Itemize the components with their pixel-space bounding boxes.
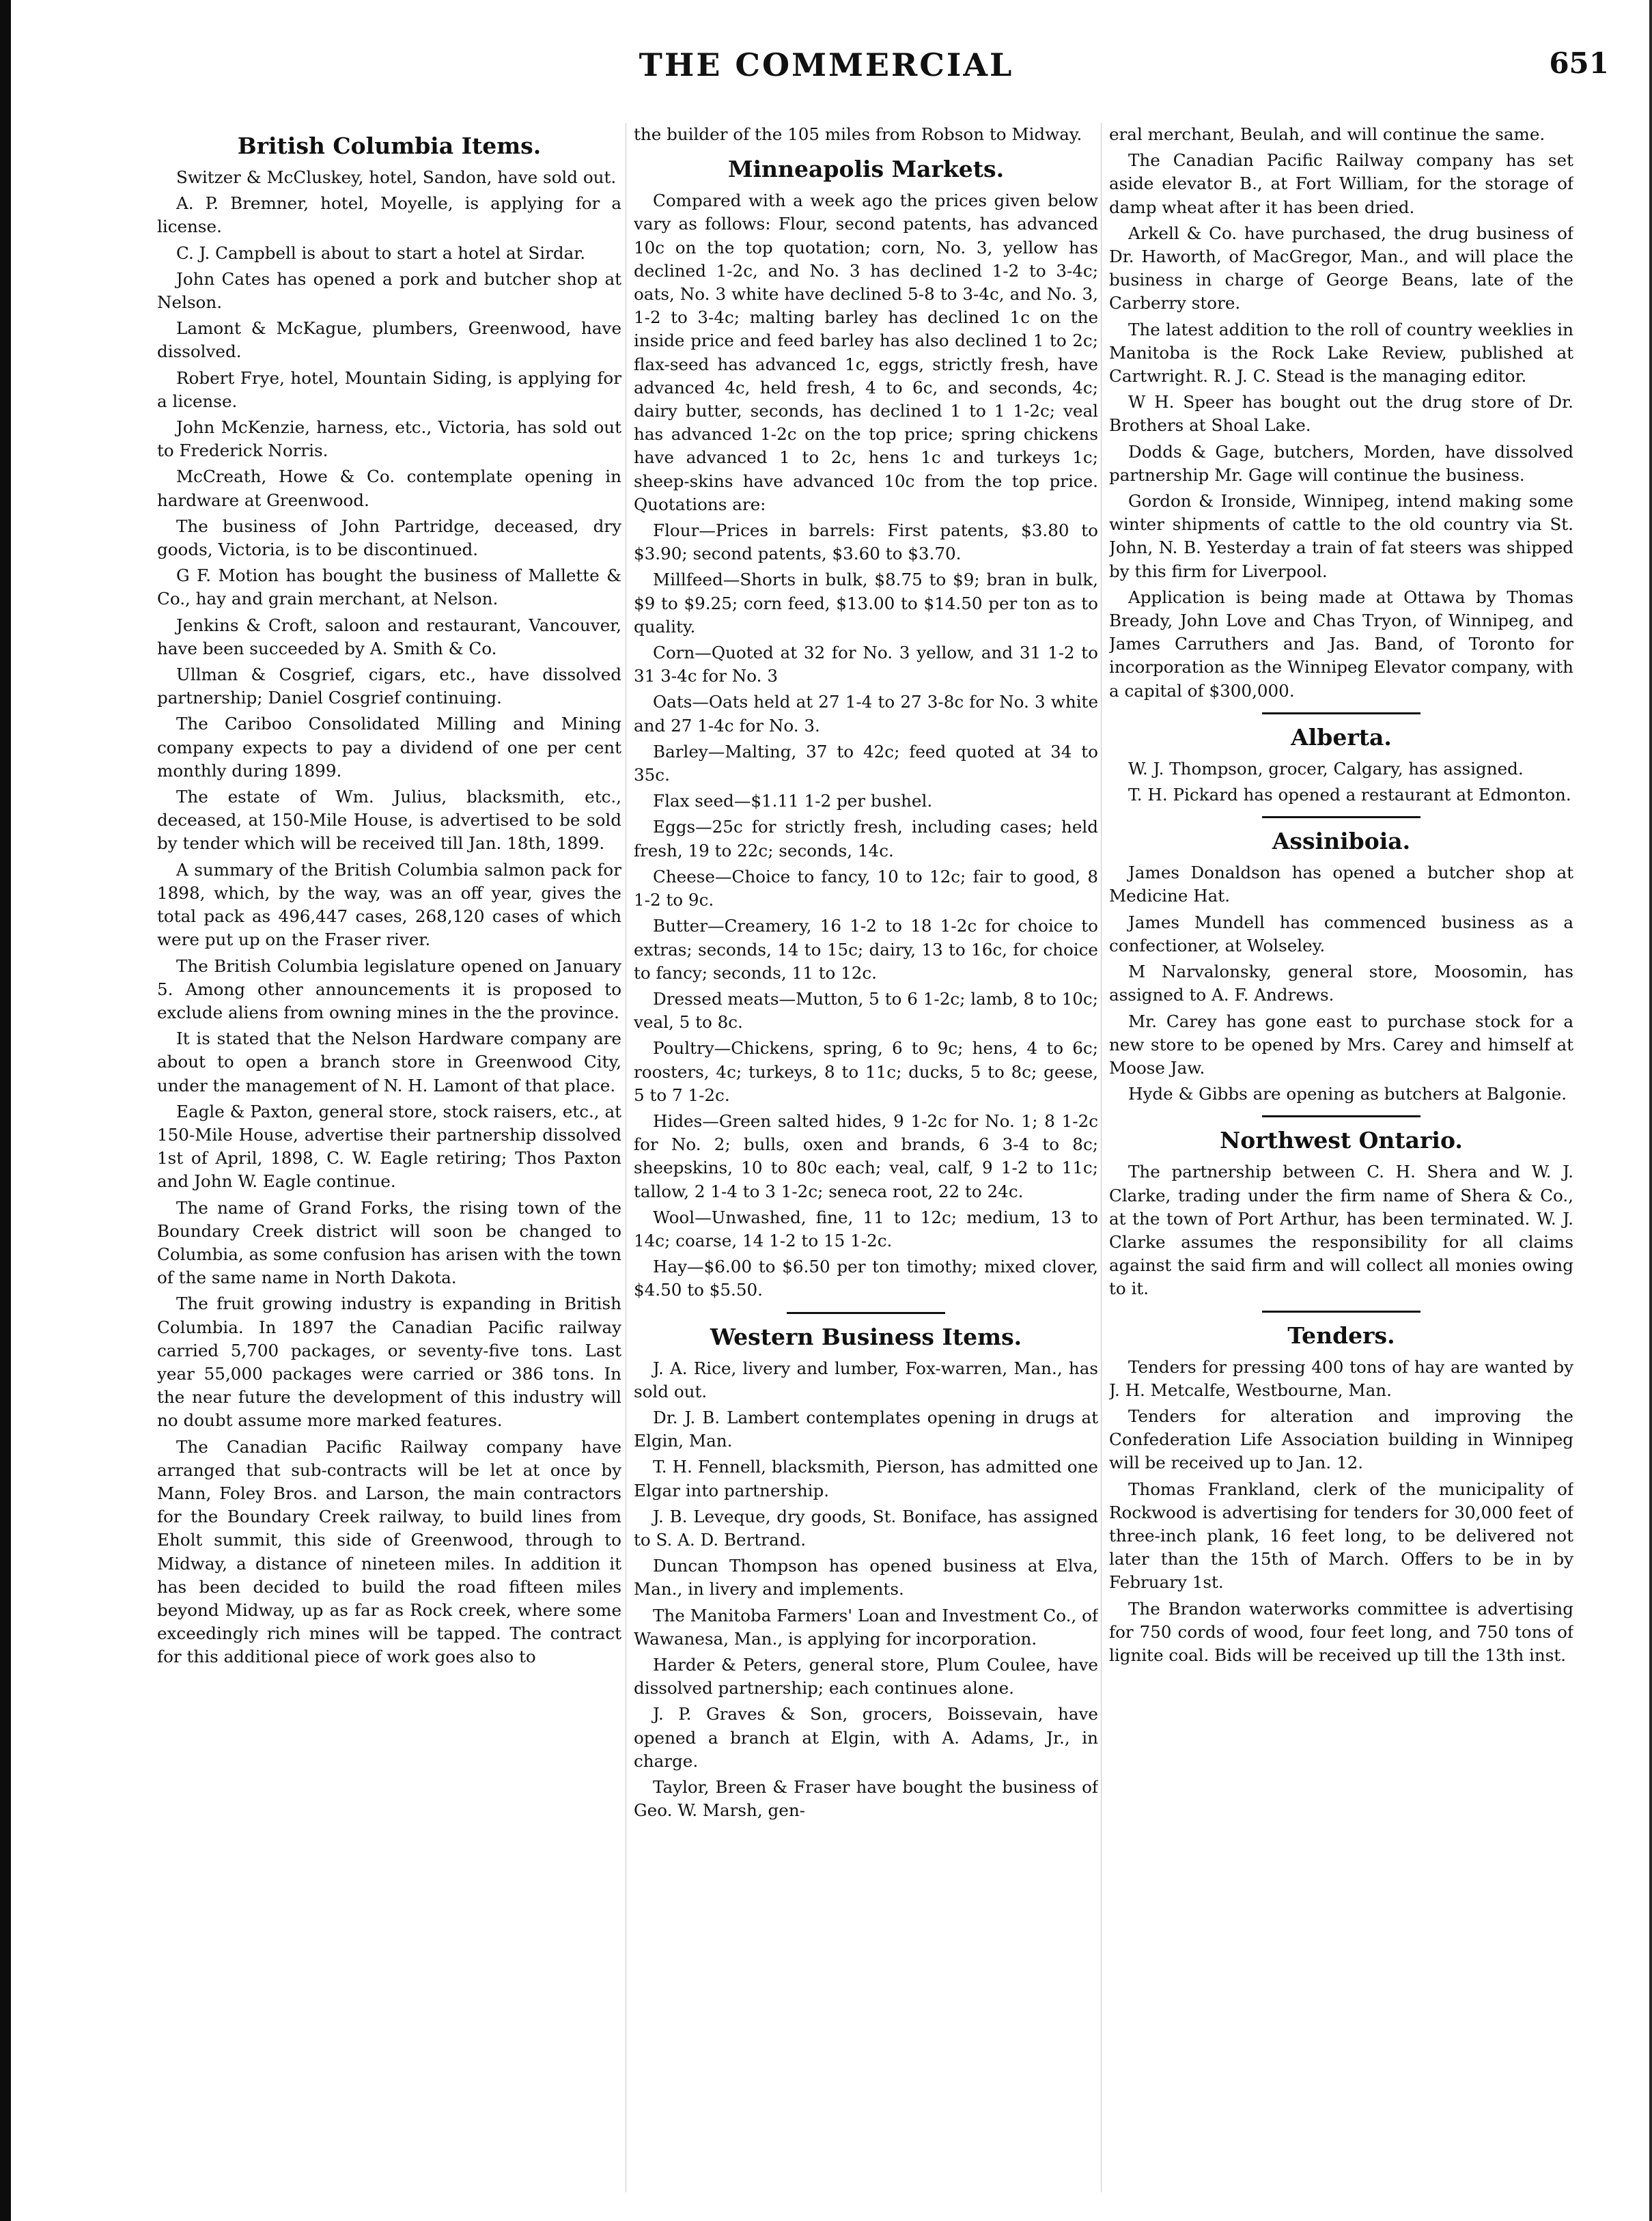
news-item: Thomas Frankland, clerk of the municipality of Rockwood is advertising for tenders for 30,000 feet of three-inch plank, 16 feet long, to be delivered not later than the 15th of March. Offers to be in by February 1st. [1109, 1479, 1573, 1593]
section-heading-northwest-ontario: Northwest Ontario. [1220, 1127, 1463, 1154]
column-2 [634, 123, 1098, 2192]
news-item: A. P. Bremner, hotel, Moyelle, is applying for a license. [157, 193, 621, 237]
news-item: The Manitoba Farmers' Loan and Investment Co., of Wawanesa, Man., is applying for incorporation. [634, 1605, 1098, 1649]
minneapolis-markets [634, 189, 1098, 1302]
market-item: Compared with a week ago the prices given below vary as follows: Flour, second patents, has advanced 10c on the top quotation; corn, No. 3, yellow has declined 1-2c, and No. 3 has declined 1-2 to 3-4c; oats, No. 3 white have declined 5-8 to 3-4c, and No. 3, 1-2 to 3-4c; malting barley has declined 1c on the inside price and feed barley has also declined 1 to 2c; flax-seed has advanced 1c, eggs, strictly fresh, have advanced 4c, held fresh, 4 to 6c, and seconds, 4c; dairy butter, seconds, has declined 1 to 1 1-2c; veal has advanced 1-2c on the top price; spring chickens have advanced 1 to 2c, hens 1c and turkeys 1c; sheep-skins have advanced 10c from the top price. Quotations are: [634, 191, 1098, 514]
scan-edge-left [0, 0, 11, 2221]
masthead [27, 46, 1625, 101]
news-item: The business of John Partridge, deceased, dry goods, Victoria, is to be discontinued. [157, 516, 621, 560]
column-1 [157, 123, 621, 2192]
section-heading-alberta: Alberta. [1291, 723, 1392, 751]
market-item: Barley—Malting, 37 to 42c; feed quoted at 34 to 35c. [634, 741, 1098, 785]
news-item: James Mundell has commenced business as a confectioner, at Wolseley. [1109, 912, 1573, 955]
news-item: Taylor, Breen & Fraser have bought the business of Geo. W. Marsh, gen- [634, 1777, 1098, 1821]
manitoba-items [1109, 149, 1573, 703]
market-item: Corn—Quoted at 32 for No. 3 yellow, and 31 1-2 to 31 3-4c for No. 3 [634, 643, 1098, 686]
column-3 [1109, 123, 1573, 2192]
news-item: T. H. Fennell, blacksmith, Pierson, has admitted one Elgar into partnership. [634, 1457, 1098, 1500]
publication-title: THE COMMERCIAL [639, 46, 1014, 83]
continued-text: eral merchant, Beulah, and will continue the same. [1109, 124, 1545, 144]
news-item: Harder & Peters, general store, Plum Coulee, have dissolved partnership; each continues alone. [634, 1654, 1098, 1699]
news-item: Mr. Carey has gone east to purchase stock for a new store to be opened by Mrs. Carey and himself at Moose Jaw. [1109, 1011, 1573, 1078]
news-item: John McKenzie, harness, etc., Victoria, has sold out to Frederick Norris. [157, 417, 621, 461]
section-rule [787, 1312, 944, 1314]
market-item: Hay—$6.00 to $6.50 per ton timothy; mixed clover, $4.50 to $5.50. [634, 1257, 1098, 1300]
news-item: J. B. Leveque, dry goods, St. Boniface, has assigned to S. A. D. Bertrand. [634, 1506, 1098, 1550]
continued-text: the builder of the 105 miles from Robson to Midway. [634, 124, 1082, 144]
news-item: Ullman & Cosgrief, cigars, etc., have dissolved partnership; Daniel Cosgrief continuing. [157, 665, 621, 708]
news-item: J. A. Rice, livery and lumber, Fox-warren, Man., has sold out. [634, 1358, 1098, 1401]
news-item: The Brandon waterworks committee is advertising for 750 cords of wood, four feet long, and 750 tons of lignite coal. Bids will be received up till the 13th inst. [1109, 1598, 1573, 1665]
news-item: C. J. Campbell is about to start a hotel at Sirdar. [176, 242, 586, 263]
news-item: The partnership between C. H. Shera and W. J. Clarke, trading under the firm name of Shera & Co., at the town of Port Arthur, has been terminated. W. J. Clarke assumes the responsibility for all claims against the said firm and will collect all monies owing to it. [1109, 1162, 1573, 1299]
section-heading-western-business: Western Business Items. [710, 1323, 1022, 1350]
news-item: Robert Frye, hotel, Mountain Siding, is applying for a license. [157, 367, 621, 411]
news-item: It is stated that the Nelson Hardware company are about to open a branch store in Greenwood City, under the management of N. H. Lamont of that place. [157, 1029, 621, 1095]
market-item: Cheese—Choice to fancy, 10 to 12c; fair to good, 8 1-2 to 9c. [634, 866, 1098, 910]
market-item: Flour—Prices in barrels: First patents, $3.80 to $3.90; second patents, $3.60 to $3.70. [634, 520, 1098, 564]
news-item: Gordon & Ironside, Winnipeg, intend making some winter shipments of cattle to the old country via St. John, N. B. Yesterday a train of fat steers was shipped by this firm for Liverpool. [1109, 491, 1573, 581]
news-item: Lamont & McKague, plumbers, Greenwood, have dissolved. [157, 318, 621, 362]
section-rule [1262, 1311, 1420, 1313]
news-item: The fruit growing industry is expanding in British Columbia. In 1897 the Canadian Pacific railway carried 5,700 packages, or seventy-five tons. Last year 55,000 packages were carried or 386 tons. In the near future the development of this industry will no doubt assume more marked features. [157, 1294, 621, 1431]
news-item: Arkell & Co. have purchased, the drug business of Dr. Haworth, of MacGregor, Man., and will place the business in charge of George Beans, late of the Carberry store. [1109, 223, 1573, 313]
section-heading-british-columbia: British Columbia Items. [237, 132, 542, 159]
market-item: Butter—Creamery, 16 1-2 to 18 1-2c for choice to extras; seconds, 14 to 15c; dairy, 13 to 16c, for choice to fancy; seconds, 11 to 12c. [634, 916, 1098, 983]
market-item: Poultry—Chickens, spring, 6 to 9c; hens, 4 to 6c; roosters, 4c; turkeys, 8 to 11c; ducks, 5 to 8c; geese, 5 to 7 1-2c. [634, 1038, 1098, 1105]
market-item: Dressed meats—Mutton, 5 to 6 1-2c; lamb, 8 to 10c; veal, 5 to 8c. [634, 988, 1098, 1033]
market-item: Eggs—25c for strictly fresh, including cases; held fresh, 19 to 22c; seconds, 14c. [634, 817, 1098, 861]
news-item: The Cariboo Consolidated Milling and Mining company expects to pay a dividend of one per cent monthly during 1899. [157, 714, 621, 781]
news-item: T. H. Pickard has opened a restaurant at Edmonton. [1128, 785, 1571, 805]
news-item: A summary of the British Columbia salmon pack for 1898, which, by the way, was an off year, gives the total pack as 496,447 cases, 268,120 cases of which were put up on the Fraser river. [157, 859, 621, 950]
news-item: The estate of Wm. Julius, blacksmith, etc., deceased, at 150-Mile House, is advertised to be sold by tender which will be received till Jan. 18th, 1899. [157, 787, 621, 854]
news-item: Switzer & McCluskey, hotel, Sandon, have sold out. [176, 167, 617, 187]
news-item: Duncan Thompson has opened business at Elva, Man., in livery and implements. [634, 1556, 1098, 1600]
news-item: W. J. Thompson, grocer, Calgary, has assigned. [1128, 758, 1524, 779]
market-item: Oats—Oats held at 27 1-4 to 27 3-8c for No. 3 white and 27 1-4c for No. 3. [634, 692, 1098, 736]
section-heading-assiniboia: Assiniboia. [1272, 828, 1411, 855]
section-rule [1262, 1115, 1420, 1117]
scan-edge-right [1649, 0, 1652, 2221]
news-item: W H. Speer has bought out the drug store of Dr. Brothers at Shoal Lake. [1109, 392, 1573, 436]
market-item: Hides—Green salted hides, 9 1-2c for No. 1; 8 1-2c for No. 2; bulls, oxen and brands, 6 3-4 to 8c; sheepskins, 10 to 80c each; veal, calf, 9 1-2 to 11c; tallow, 2 1-4 to 3 1-2c; seneca root, 22 to 24c. [634, 1110, 1098, 1201]
news-item: Tenders for alteration and improving the Confederation Life Association building in Winnipeg will be received up to Jan. 12. [1109, 1406, 1573, 1473]
news-item: Application is being made at Ottawa by Thomas Bready, John Love and Chas Tryon, of Winnipeg, and James Carruthers and Jas. Band, of Toronto for incorporation as the Winnipeg Elevator company, with a capital of $300,000. [1109, 587, 1573, 701]
news-item: The latest addition to the roll of country weeklies in Manitoba is the Rock Lake Review, published at Cartwright. R. J. C. Stead is the managing editor. [1109, 319, 1573, 387]
western-business-items [634, 1357, 1098, 1823]
section-rule [1262, 816, 1420, 818]
news-item: Hyde & Gibbs are opening as butchers at Balgonie. [1128, 1084, 1567, 1104]
news-item: James Donaldson has opened a butcher shop at Medicine Hat. [1109, 863, 1573, 906]
news-item: The Canadian Pacific Railway company have arranged that sub-contracts will be let at once by Mann, Foley Bros. and Larson, the main contractors for the Boundary Creek railway, to build lines from Eholt summit, this side of Greenwood, through to Midway, a distance of nineteen miles. In addition it has been decided to build the road fifteen miles beyond Midway, up as far as Rock creek, where some exceedingly rich mines will be tapped. The contract for this additional piece of work goes also to [157, 1436, 621, 1667]
column-divider [1101, 123, 1102, 2192]
news-item: Dodds & Gage, butchers, Morden, have dissolved partnership Mr. Gage will continue the business. [1109, 441, 1573, 485]
section-heading-tenders: Tenders. [1287, 1322, 1395, 1349]
news-item: M Narvalonsky, general store, Moosomin, has assigned to A. F. Andrews. [1109, 962, 1573, 1005]
news-item: The British Columbia legislature opened on January 5. Among other announcements it is proposed to exclude aliens from owning mines in the the province. [157, 955, 621, 1022]
news-item: J. P. Graves & Son, grocers, Boissevain, have opened a branch at Elgin, with A. Adams, Jr., in charge. [634, 1704, 1098, 1771]
news-item: Dr. J. B. Lambert contemplates opening in drugs at Elgin, Man. [634, 1407, 1098, 1451]
news-item: McCreath, Howe & Co. contemplate opening in hardware at Greenwood. [157, 466, 621, 510]
page-number: 651 [1549, 46, 1609, 80]
news-item: Eagle & Paxton, general store, stock raisers, etc., at 150-Mile House, advertise their partnership dissolved 1st of April, 1898, C. W. Eagle retiring; Thos Paxton and John W. Eagle continue. [157, 1101, 621, 1192]
news-item: The Canadian Pacific Railway company has set aside elevator B., at Fort William, for the storage of damp wheat after it has been dried. [1109, 150, 1573, 217]
news-item: G F. Motion has bought the business of Mallette & Co., hay and grain merchant, at Nelson. [157, 565, 621, 609]
news-item: Jenkins & Croft, saloon and restaurant, Vancouver, have been succeeded by A. Smith & Co. [157, 615, 621, 658]
section-rule [1262, 712, 1420, 714]
news-item: The name of Grand Forks, the rising town of the Boundary Creek district will soon be changed to Columbia, as some confusion has arisen with the town of the same name in North Dakota. [157, 1197, 621, 1288]
market-item: Flax seed—$1.11 1-2 per bushel. [653, 791, 933, 811]
news-item: Tenders for pressing 400 tons of hay are wanted by J. H. Metcalfe, Westbourne, Man. [1109, 1356, 1573, 1400]
market-item: Millfeed—Shorts in bulk, $8.75 to $9; bran in bulk, $9 to $9.25; corn feed, $13.00 to $14.50 per ton as to quality. [634, 570, 1098, 637]
news-item: John Cates has opened a pork and butcher shop at Nelson. [157, 268, 621, 313]
section-heading-minneapolis-markets: Minneapolis Markets. [727, 156, 1005, 183]
market-item: Wool—Unwashed, fine, 11 to 12c; medium, 13 to 14c; coarse, 14 1-2 to 15 1-2c. [634, 1207, 1098, 1251]
british-columbia-items [157, 166, 621, 1669]
